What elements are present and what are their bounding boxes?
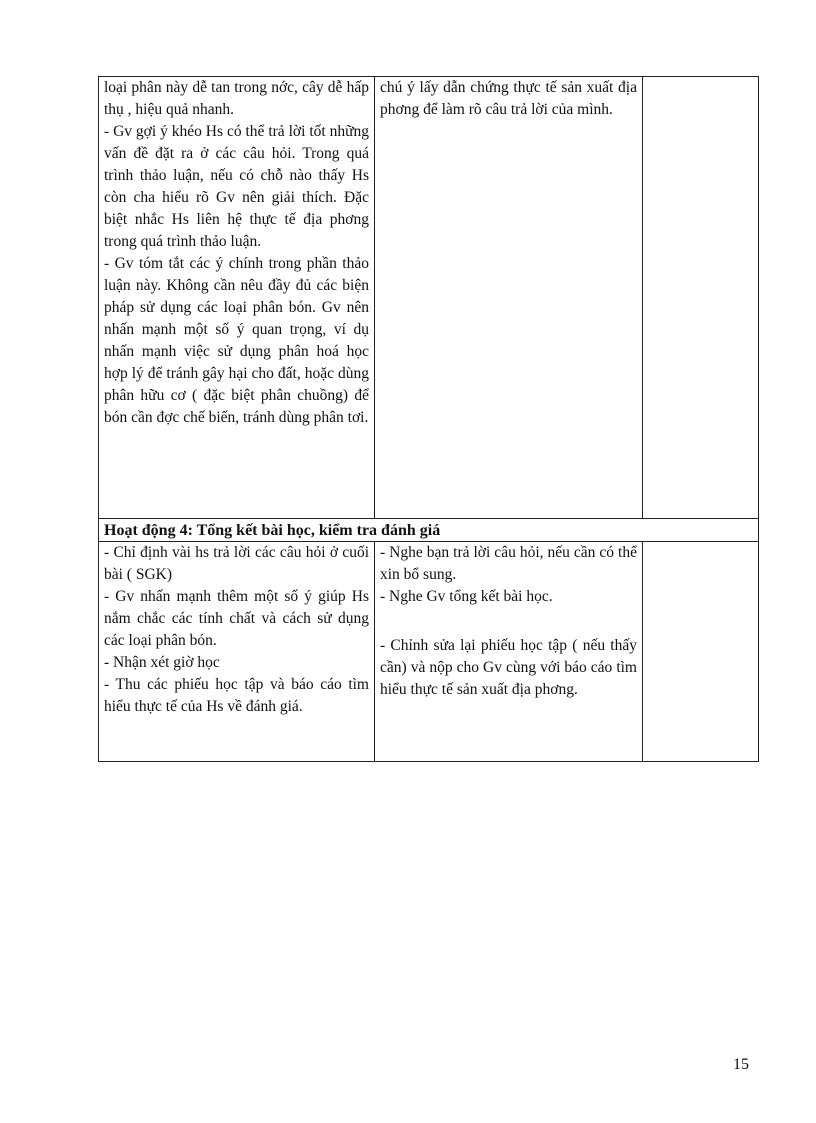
student-paragraph: - Nghe Gv tổng kết bài học. — [380, 588, 553, 605]
activity-3-row — [99, 77, 759, 519]
student-activity-cell — [375, 542, 643, 762]
notes-cell — [643, 542, 759, 762]
activity-4-row — [99, 542, 759, 762]
student-activity-cell — [375, 77, 643, 519]
teacher-paragraph: loại phân này dễ tan trong nớc, cây dễ hấp thụ , hiệu quả nhanh. — [104, 79, 369, 118]
page-number: 15 — [733, 1056, 749, 1073]
teacher-paragraph: - Gv tóm tắt các ý chính trong phần thảo luận này. Không cần nêu đầy đủ các biện pháp sử dụng các loại phân bón. Gv nên nhấn mạnh một số ý quan trọng, ví dụ nhấn mạnh việc sử dụng phân hoá học hợp lý để tránh gây hại cho đất, hoặc dùng phân hữu cơ ( đặc biệt phân chuồng) để bón cần đợc chế biến, tránh dùng phân tơi. — [104, 255, 369, 426]
teacher-paragraph: - Gv nhấn mạnh thêm một số ý giúp Hs nắm chắc các tính chất và cách sử dụng các loại phân bón. — [104, 588, 369, 649]
paragraph-gap — [380, 608, 637, 635]
activity-4-heading: Hoạt động 4: Tổng kết bài học, kiểm tra đánh giá — [99, 519, 759, 542]
teacher-paragraph: - Nhận xét giờ học — [104, 654, 220, 671]
teacher-paragraph: - Chỉ định vài hs trả lời các câu hỏi ở cuối bài ( SGK) — [104, 544, 369, 583]
teacher-activity-cell — [99, 542, 375, 762]
teacher-paragraph: - Gv gợi ý khéo Hs có thể trả lời tốt những vấn đề đặt ra ở các câu hỏi. Trong quá trình thảo luận, nếu có chỗ nào thấy Hs còn cha hiểu rõ Gv nên giải thích. Đặc biệt nhắc Hs liên hệ thực tế địa phơng trong quá trình thảo luận. — [104, 123, 369, 250]
teacher-paragraph: - Thu các phiếu học tập và báo cáo tìm hiểu thực tế của Hs về đánh giá. — [104, 676, 369, 715]
student-paragraph: - Nghe bạn trả lời câu hỏi, nếu cần có thể xin bổ sung. — [380, 544, 637, 583]
student-paragraph: chú ý lấy dẫn chứng thực tế sản xuất địa phơng để làm rõ câu trả lời của mình. — [380, 79, 637, 118]
teacher-activity-cell — [99, 77, 375, 519]
notes-cell — [643, 77, 759, 519]
student-paragraph: - Chỉnh sửa lại phiếu học tập ( nếu thấy cần) và nộp cho Gv cùng với báo cáo tìm hiểu thực tế sản xuất địa phơng. — [380, 637, 637, 698]
lesson-activity-table — [98, 76, 759, 762]
activity-4-heading-row — [99, 519, 759, 542]
